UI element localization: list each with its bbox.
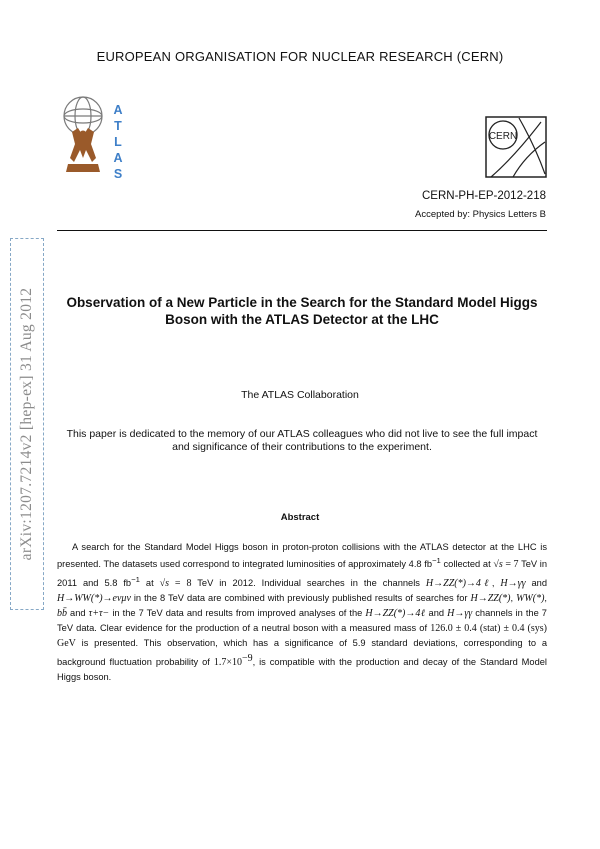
atlas-letter: A bbox=[113, 103, 123, 117]
atlas-letter: T bbox=[114, 119, 122, 133]
arxiv-identifier[interactable]: arXiv:1207.7214v2 [hep-ex] 31 Aug 2012 bbox=[18, 287, 35, 561]
dedication: This paper is dedicated to the memory of our ATLAS colleagues who did not live to see the full impact and significance of their contributions to the experiment. bbox=[66, 428, 538, 453]
author-line: The ATLAS Collaboration bbox=[241, 389, 359, 401]
abstract-body: A search for the Standard Model Higgs boson in proton-proton collisions with the ATLAS detector at the LHC is presented. The datasets used correspond to integrated luminosities of approximately 4.8 $fb^{-1}$ collected at √s = 7 TeV in 2011 and 5.8 $fb^{-1}$ at √s = 8 TeV in 2012. Individual searches in the channels H→ZZ(*)→4ℓ, H→γγ and H→WW(*)→eνμν in the 8 TeV data are combined with previously published results of searches for H→ZZ(*), WW(*), bb̄ and τ+τ− in the 7 TeV data and results from improved analyses of the H→ZZ(*)→4ℓ and H→γγ channels in the 7 TeV data. Clear evidence for the production of a neutral boson with a measured mass of 126.0 ± 0.4 (stat) ± 0.4 (sys) GeV is presented. This observation, which has a significance of 5.9 standard deviations, corresponding to a background fluctuation probability of $1.7\times 10^{-9}$, is compatible with the production and decay of the Standard Model Higgs boson. bbox=[57, 542, 548, 682]
header-divider bbox=[57, 230, 547, 231]
report-number: CERN-PH-EP-2012-218 bbox=[422, 190, 546, 202]
cern-logo bbox=[485, 116, 547, 178]
atlas-letter: L bbox=[114, 135, 122, 149]
atlas-logo bbox=[58, 92, 126, 186]
arxiv-sidebar bbox=[10, 238, 44, 610]
atlas-letter: A bbox=[113, 151, 123, 165]
paper-title: Observation of a New Particle in the Search for the Standard Model Higgs Boson with the ATLAS Detector at the LHC bbox=[66, 295, 538, 327]
cern-logo-text: CERN bbox=[488, 131, 518, 142]
atlas-letter: S bbox=[113, 167, 123, 181]
accepted-journal: Accepted by: Physics Letters B bbox=[415, 209, 546, 220]
organisation-header: EUROPEAN ORGANISATION FOR NUCLEAR RESEARCH (CERN) bbox=[96, 49, 504, 64]
abstract-heading: Abstract bbox=[280, 512, 320, 523]
